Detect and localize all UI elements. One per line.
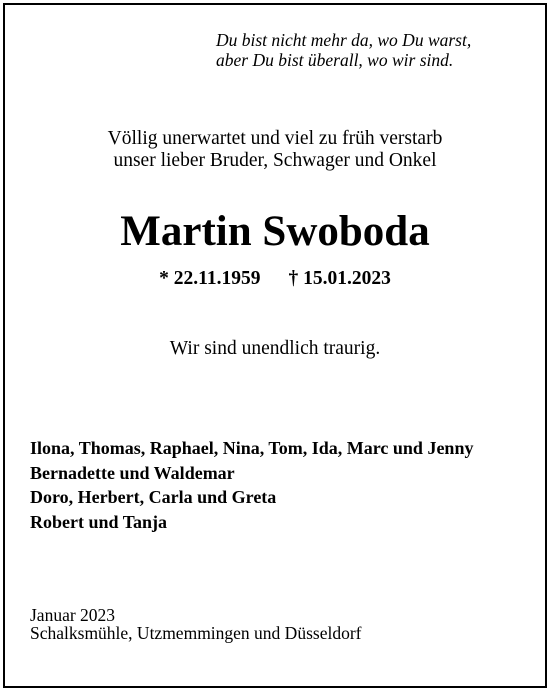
footer <box>30 606 530 642</box>
mourner-line: Ilona, Thomas, Raphael, Nina, Tom, Ida, Marc und Jenny <box>30 438 474 458</box>
mourner-line: Bernadette und Waldemar <box>30 462 235 483</box>
intro-text <box>0 128 550 172</box>
mourner-line: Robert und Tanja <box>30 511 168 532</box>
memorial-quote <box>216 30 536 70</box>
intro-line-1: Völlig unerwartet und viel zu früh verstarb <box>107 128 443 149</box>
life-dates <box>0 267 550 291</box>
grief-message: Wir sind unendlich traurig. <box>169 338 381 359</box>
quote-line-1: Du bist nicht mehr da, wo Du warst, <box>216 30 472 50</box>
mourners-list <box>30 436 540 534</box>
notice-places: Schalksmühle, Utzmemmingen und Düsseldorf <box>30 623 362 643</box>
quote-line-2: aber Du bist überall, wo wir sind. <box>216 50 454 70</box>
notice-date: Januar 2023 <box>30 605 116 625</box>
deceased-name: Martin Swoboda <box>120 208 430 255</box>
birth-date: * 22.11.1959 <box>159 268 261 289</box>
intro-line-2: unser lieber Bruder, Schwager und Onkel <box>113 150 437 171</box>
mourner-line: Doro, Herbert, Carla und Greta <box>30 487 277 507</box>
death-date: † 15.01.2023 <box>288 268 391 289</box>
